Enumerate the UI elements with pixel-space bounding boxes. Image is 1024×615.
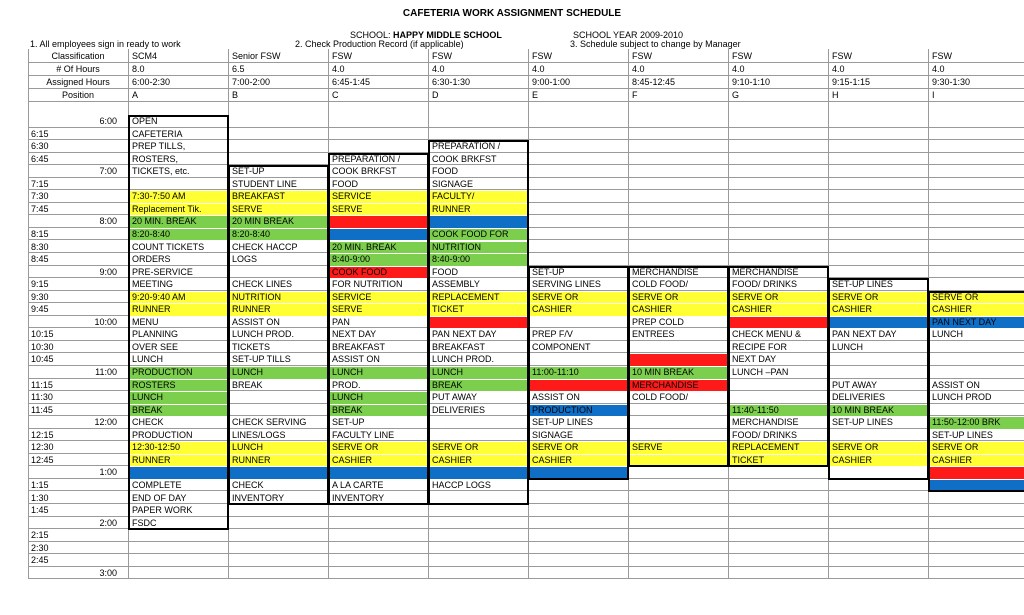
- shift-cell: BREAKFAST: [432, 341, 486, 352]
- school-name: HAPPY MIDDLE SCHOOL: [393, 30, 502, 40]
- shift-cell: PREPARATION /: [332, 153, 401, 164]
- column-divider: [728, 49, 729, 579]
- shift-cell: SERVE OR: [932, 442, 979, 453]
- quarter-label: 1:45: [31, 505, 49, 516]
- quarter-label: 2:15: [31, 530, 49, 541]
- shift-cell: STUDENT LINE: [232, 178, 297, 189]
- shift-cell: SET-UP: [232, 166, 265, 177]
- shift-cell: SERVE OR: [432, 442, 479, 453]
- shift-cell: LUNCH: [232, 442, 264, 453]
- shift-cell: FACULTY LINE: [332, 429, 395, 440]
- shift-cell: PRE-SERVICE: [132, 266, 193, 277]
- quarter-label: 11:15: [31, 379, 53, 390]
- shift-fill: [928, 467, 1024, 479]
- quarter-label: 7:15: [31, 178, 49, 189]
- shift-cell: ASSIST ON: [232, 316, 280, 327]
- shift-cell: Replacement Tik.: [132, 203, 202, 214]
- shift-fill: [328, 467, 428, 479]
- shift-cell: CASHIER: [932, 454, 973, 465]
- shift-cell: 9:20-9:40 AM: [132, 291, 186, 302]
- hour-label: 10:00: [94, 316, 117, 327]
- shift-cell: 10 MIN BREAK: [632, 367, 695, 377]
- shift-cell: 7:30-7:50 AM: [132, 191, 186, 202]
- page-title: CAFETERIA WORK ASSIGNMENT SCHEDULE: [402, 8, 622, 19]
- school-year: SCHOOL YEAR 2009-2010: [573, 30, 684, 40]
- header-cell-position: I: [932, 90, 935, 100]
- shift-cell: PUT AWAY: [432, 392, 478, 403]
- shift-cell: SET-UP LINES: [832, 417, 893, 428]
- shift-cell: LUNCH: [432, 367, 464, 377]
- column-divider: [28, 49, 29, 579]
- shift-cell: COMPLETE: [132, 479, 182, 490]
- shift-cell: CHECK: [232, 479, 264, 490]
- shift-cell: FSDC: [132, 517, 157, 528]
- shift-cell: MERCHANDISE: [732, 266, 799, 277]
- header-cell-classification: FSW: [432, 51, 452, 61]
- shift-cell: LUNCH PROD.: [232, 329, 295, 340]
- header-cell-position: E: [532, 90, 539, 100]
- shift-cell: NEXT DAY: [332, 329, 377, 340]
- quarter-label: 7:30: [31, 191, 49, 202]
- header-cell-assigned: 9:30-1:30: [932, 77, 971, 87]
- hour-label: 8:00: [99, 216, 117, 227]
- shift-fill: [528, 467, 628, 479]
- shift-cell: LUNCH: [132, 354, 164, 365]
- shift-cell: ENTREES: [632, 329, 675, 340]
- shift-cell: 20 MIN. BREAK: [332, 241, 397, 252]
- column-divider: [128, 49, 129, 579]
- shift-cell: LINES/LOGS: [232, 429, 286, 440]
- shift-cell: END OF DAY: [132, 492, 187, 503]
- shift-cell: MERCHANDISE: [632, 266, 699, 277]
- shift-cell: RUNNER: [232, 304, 271, 315]
- header-cell-assigned: 6:30-1:30: [432, 77, 471, 87]
- quarter-label: 6:45: [31, 153, 49, 164]
- shift-cell: FACULTY/: [432, 191, 475, 202]
- header-cell-hours: 4.0: [932, 64, 945, 74]
- shift-cell: RUNNER: [232, 454, 271, 465]
- shift-cell: LUNCH: [832, 341, 864, 352]
- shift-cell: COMPONENT: [532, 341, 591, 352]
- header-cell-classification: FSW: [832, 51, 852, 61]
- header-cell-assigned: 6:45-1:45: [332, 77, 371, 87]
- shift-cell: SERVE OR: [932, 291, 979, 302]
- shift-cell: ORDERS: [132, 254, 171, 265]
- quarter-label: 7:45: [31, 203, 49, 214]
- shift-cell: BREAK: [232, 379, 263, 390]
- shift-cell: MEETING: [132, 279, 174, 290]
- shift-cell: SERVE: [632, 442, 663, 453]
- shift-cell: MENU: [132, 316, 159, 327]
- shift-cell: PUT AWAY: [832, 379, 878, 390]
- shift-cell: COOK FOOD: [332, 266, 388, 277]
- shift-cell: PRODUCTION: [132, 367, 193, 377]
- shift-cell: PAN NEXT DAY: [832, 329, 897, 340]
- shift-cell: RUNNER: [432, 203, 471, 214]
- shift-cell: COOK FOOD FOR: [432, 228, 509, 239]
- quarter-label: 6:30: [31, 141, 49, 152]
- header-cell-assigned: 9:15-1:15: [832, 77, 871, 87]
- shift-cell: ROSTERS: [132, 379, 176, 390]
- quarter-label: 1:30: [31, 492, 49, 503]
- shift-cell: PRODUCTION: [532, 404, 593, 415]
- shift-cell: COLD FOOD/: [632, 392, 689, 403]
- shift-cell: BREAKFAST: [232, 191, 286, 202]
- shift-cell: FOR NUTRITION: [332, 279, 403, 290]
- shift-cell: 11:00-11:10: [532, 367, 579, 377]
- shift-cell: CHECK MENU &: [732, 329, 802, 340]
- shift-cell: OVER SEE: [132, 341, 179, 352]
- shift-cell: PAN NEXT DAY: [432, 329, 497, 340]
- quarter-label: 8:15: [31, 228, 49, 239]
- shift-cell: CHECK SERVING: [232, 417, 307, 428]
- quarter-label: 2:30: [31, 542, 49, 553]
- column-divider: [528, 49, 529, 579]
- quarter-label: 6:15: [31, 128, 49, 139]
- shift-cell: SERVICE: [332, 291, 372, 302]
- shift-cell: INVENTORY: [332, 492, 385, 503]
- shift-cell: RECIPE FOR: [732, 341, 788, 352]
- shift-cell: FOOD: [432, 266, 458, 277]
- shift-cell: CASHIER: [932, 304, 973, 315]
- quarter-label: 11:30: [31, 392, 53, 403]
- shift-cell: CASHIER: [832, 454, 873, 465]
- shift-cell: PAN NEXT DAY: [932, 316, 997, 327]
- shift-cell: SERVING LINES: [532, 279, 601, 290]
- shift-cell: BREAK: [332, 404, 363, 415]
- shift-cell: TICKETS, etc.: [132, 166, 190, 177]
- shift-cell: MERCHANDISE: [632, 379, 699, 390]
- shift-cell: SET-UP: [532, 266, 565, 277]
- shift-cell: SERVE OR: [332, 442, 379, 453]
- shift-cell: 20 MIN BREAK: [232, 216, 295, 227]
- shift-cell: REPLACEMENT: [432, 291, 500, 302]
- shift-cell: 11:50-12:00 BRK: [932, 417, 1001, 428]
- column-divider: [228, 49, 229, 579]
- shift-cell: CASHIER: [332, 454, 373, 465]
- header-row-label: # Of Hours: [56, 64, 100, 74]
- quarter-label: 12:45: [31, 454, 54, 465]
- shift-cell: RUNNER: [132, 304, 171, 315]
- header-cell-position: C: [332, 90, 339, 100]
- shift-fill: [328, 216, 428, 228]
- header-row-label: Position: [61, 90, 95, 100]
- shift-cell: PROD.: [332, 379, 361, 390]
- shift-cell: LOGS: [232, 254, 258, 265]
- shift-cell: FOOD/ DRINKS: [732, 429, 798, 440]
- shift-cell: LUNCH PROD: [932, 392, 992, 403]
- shift-fill: [428, 317, 528, 329]
- shift-cell: BREAK: [132, 404, 163, 415]
- shift-cell: A LA CARTE: [332, 479, 384, 490]
- shift-fill: [728, 317, 828, 329]
- shift-cell: 12:30-12:50: [132, 442, 181, 453]
- header-cell-classification: FSW: [532, 51, 552, 61]
- quarter-label: 11:45: [31, 404, 53, 415]
- header-cell-position: A: [132, 90, 139, 100]
- shift-cell: SERVE: [232, 203, 263, 214]
- shift-cell: RUNNER: [132, 454, 171, 465]
- quarter-label: 8:45: [31, 254, 49, 265]
- shift-cell: ROSTERS,: [132, 153, 179, 164]
- hour-label: 11:00: [95, 367, 117, 377]
- header-cell-position: D: [432, 90, 439, 100]
- hour-label: 12:00: [94, 417, 117, 428]
- quarter-label: 10:30: [31, 341, 54, 352]
- shift-cell: BREAK: [432, 379, 463, 390]
- header-cell-classification: FSW: [932, 51, 952, 61]
- shift-cell: NUTRITION: [432, 241, 481, 252]
- shift-cell: COOK BRKFST: [432, 153, 497, 164]
- shift-cell: SERVE: [332, 304, 363, 315]
- shift-cell: PLANNING: [132, 329, 179, 340]
- header-cell-classification: FSW: [332, 51, 352, 61]
- header-cell-hours: 4.0: [632, 64, 645, 74]
- shift-cell: PREP TILLS,: [132, 141, 186, 152]
- shift-cell: 11:40-11:50: [732, 404, 779, 415]
- shift-cell: MERCHANDISE: [732, 417, 799, 428]
- shift-fill: [228, 467, 328, 479]
- note-sign-in: 1. All employees sign in ready to work: [30, 39, 181, 49]
- shift-fill: [828, 317, 928, 329]
- header-cell-position: B: [232, 90, 239, 100]
- shift-cell: SET-UP LINES: [832, 279, 893, 290]
- hour-label: 3:00: [99, 567, 117, 578]
- shift-fill: [428, 467, 528, 479]
- shift-cell: CASHIER: [732, 304, 773, 315]
- header-cell-position: G: [732, 90, 740, 100]
- quarter-label: 1:15: [31, 479, 49, 490]
- shift-cell: ASSIST ON: [332, 354, 380, 365]
- header-cell-assigned: 9:10-1:10: [732, 77, 771, 87]
- schedule-row-line: [28, 529, 1024, 542]
- shift-cell: 10 MIN BREAK: [832, 404, 895, 415]
- shift-cell: ASSEMBLY: [432, 279, 480, 290]
- shift-cell: LUNCH: [132, 392, 164, 403]
- shift-cell: DELIVERIES: [432, 404, 486, 415]
- header-cell-hours: 4.0: [432, 64, 445, 74]
- schedule-row-line: [28, 554, 1024, 567]
- shift-cell: PAN: [332, 316, 350, 327]
- header-cell-classification: Senior FSW: [232, 51, 281, 61]
- shift-cell: FOOD/ DRINKS: [732, 279, 798, 290]
- shift-cell: DELIVERIES: [832, 392, 886, 403]
- shift-cell: SIGNAGE: [532, 429, 574, 440]
- schedule-row-line: [28, 542, 1024, 555]
- quarter-label: 12:30: [31, 442, 54, 453]
- shift-cell: FOOD: [432, 166, 458, 177]
- note-production-record: 2. Check Production Record (if applicable): [295, 39, 464, 49]
- hour-label: 9:00: [99, 266, 117, 277]
- header-cell-assigned: 7:00-2:00: [232, 77, 271, 87]
- shift-cell: SERVE OR: [532, 291, 579, 302]
- shift-cell: COOK BRKFST: [332, 166, 397, 177]
- shift-cell: CASHIER: [532, 304, 573, 315]
- shift-cell: LUNCH: [232, 367, 264, 377]
- shift-cell: 8:40-9:00: [332, 254, 371, 265]
- header-cell-hours: 6.5: [232, 64, 245, 74]
- shift-cell: NEXT DAY: [732, 354, 777, 365]
- header-cell-assigned: 6:00-2:30: [132, 77, 171, 87]
- schedule-row-line: [28, 567, 1024, 580]
- shift-cell: LUNCH: [332, 367, 364, 377]
- shift-fill: [528, 380, 628, 392]
- shift-cell: HACCP LOGS: [432, 479, 491, 490]
- shift-cell: CHECK HACCP: [232, 241, 298, 252]
- shift-cell: CASHIER: [532, 454, 573, 465]
- shift-fill: [628, 354, 728, 366]
- header-cell-position: F: [632, 90, 638, 100]
- column-divider: [628, 49, 629, 579]
- header-row-label: Assigned Hours: [46, 77, 110, 87]
- shift-cell: PREP F/V: [532, 329, 573, 340]
- shift-cell: LUNCH PROD.: [432, 354, 495, 365]
- header-cell-hours: 4.0: [332, 64, 345, 74]
- shift-fill: [128, 467, 228, 479]
- hour-label: 1:00: [99, 467, 117, 478]
- shift-cell: SET-UP: [332, 417, 365, 428]
- header-row-label: Classification: [51, 51, 105, 61]
- shift-fill: [628, 455, 728, 467]
- header-cell-position: H: [832, 90, 839, 100]
- header-cell-hours: 4.0: [732, 64, 745, 74]
- shift-cell: TICKETS: [232, 341, 271, 352]
- shift-cell: CHECK LINES: [232, 279, 293, 290]
- shift-cell: SERVE OR: [832, 442, 879, 453]
- shift-cell: NUTRITION: [232, 291, 281, 302]
- header-cell-classification: SCM4: [132, 51, 158, 61]
- shift-cell: SET-UP LINES: [532, 417, 593, 428]
- shift-cell: SERVE OR: [532, 442, 579, 453]
- quarter-label: 10:45: [31, 354, 54, 365]
- shift-cell: SERVE OR: [732, 291, 779, 302]
- shift-cell: 20 MIN. BREAK: [132, 216, 197, 227]
- hour-label: 6:00: [99, 116, 117, 126]
- shift-cell: PAPER WORK: [132, 505, 193, 516]
- shift-cell: CAFETERIA: [132, 128, 183, 139]
- shift-cell: OPEN: [132, 116, 158, 126]
- column-divider: [828, 49, 829, 579]
- column-divider: [328, 49, 329, 579]
- shift-cell: PREPARATION /: [432, 141, 501, 152]
- shift-cell: CHECK: [132, 417, 164, 428]
- shift-cell: BREAKFAST: [332, 341, 386, 352]
- header-cell-hours: 8.0: [132, 64, 145, 74]
- shift-cell: PREP COLD: [632, 316, 684, 327]
- header-cell-classification: FSW: [632, 51, 652, 61]
- school-label-text: SCHOOL:: [350, 30, 394, 40]
- shift-cell: ASSIST ON: [932, 379, 980, 390]
- shift-cell: FOOD: [332, 178, 358, 189]
- header-cell-assigned: 9:00-1:00: [532, 77, 571, 87]
- shift-cell: CASHIER: [632, 304, 673, 315]
- quarter-label: 9:15: [31, 279, 49, 290]
- quarter-label: 8:30: [31, 241, 49, 252]
- shift-cell: PRODUCTION: [132, 429, 193, 440]
- shift-cell: LUNCH: [332, 392, 364, 403]
- quarter-label: 2:45: [31, 555, 49, 566]
- column-divider: [428, 49, 429, 579]
- quarter-label: 10:15: [31, 329, 54, 340]
- shift-cell: TICKET: [432, 304, 465, 315]
- shift-cell: 8:40-9:00: [432, 254, 471, 265]
- shift-cell: LUNCH –PAN: [732, 367, 789, 377]
- quarter-label: 9:30: [31, 291, 49, 302]
- shift-fill: [428, 216, 528, 228]
- header-cell-classification: FSW: [732, 51, 752, 61]
- shift-cell: LUNCH: [932, 329, 964, 340]
- shift-cell: SERVE: [332, 203, 363, 214]
- header-cell-hours: 4.0: [832, 64, 845, 74]
- shift-cell: 8:20-8:40: [132, 228, 171, 239]
- shift-cell: TICKET: [732, 454, 765, 465]
- shift-cell: COUNT TICKETS: [132, 241, 205, 252]
- shift-cell: SERVICE: [332, 191, 372, 202]
- shift-cell: 8:20-8:40: [232, 228, 271, 239]
- shift-cell: SET-UP TILLS: [232, 354, 291, 365]
- note-schedule-change: 3. Schedule subject to change by Manager: [570, 39, 741, 49]
- shift-cell: SERVE OR: [632, 291, 679, 302]
- header-cell-hours: 4.0: [532, 64, 545, 74]
- column-divider: [928, 49, 929, 579]
- shift-cell: SERVE OR: [832, 291, 879, 302]
- shift-cell: COLD FOOD/: [632, 279, 689, 290]
- shift-cell: SET-UP LINES: [932, 429, 993, 440]
- shift-cell: CASHIER: [432, 454, 473, 465]
- shift-cell: INVENTORY: [232, 492, 285, 503]
- shift-cell: SIGNAGE: [432, 178, 474, 189]
- quarter-label: 9:45: [31, 304, 49, 315]
- header-cell-assigned: 8:45-12:45: [632, 77, 676, 87]
- shift-cell: REPLACEMENT: [732, 442, 800, 453]
- shift-cell: ASSIST ON: [532, 392, 580, 403]
- shift-cell: CASHIER: [832, 304, 873, 315]
- hour-label: 2:00: [99, 517, 117, 528]
- shift-fill: [928, 480, 1024, 492]
- shift-fill: [328, 229, 428, 241]
- hour-label: 7:00: [99, 166, 117, 177]
- quarter-label: 12:15: [31, 429, 54, 440]
